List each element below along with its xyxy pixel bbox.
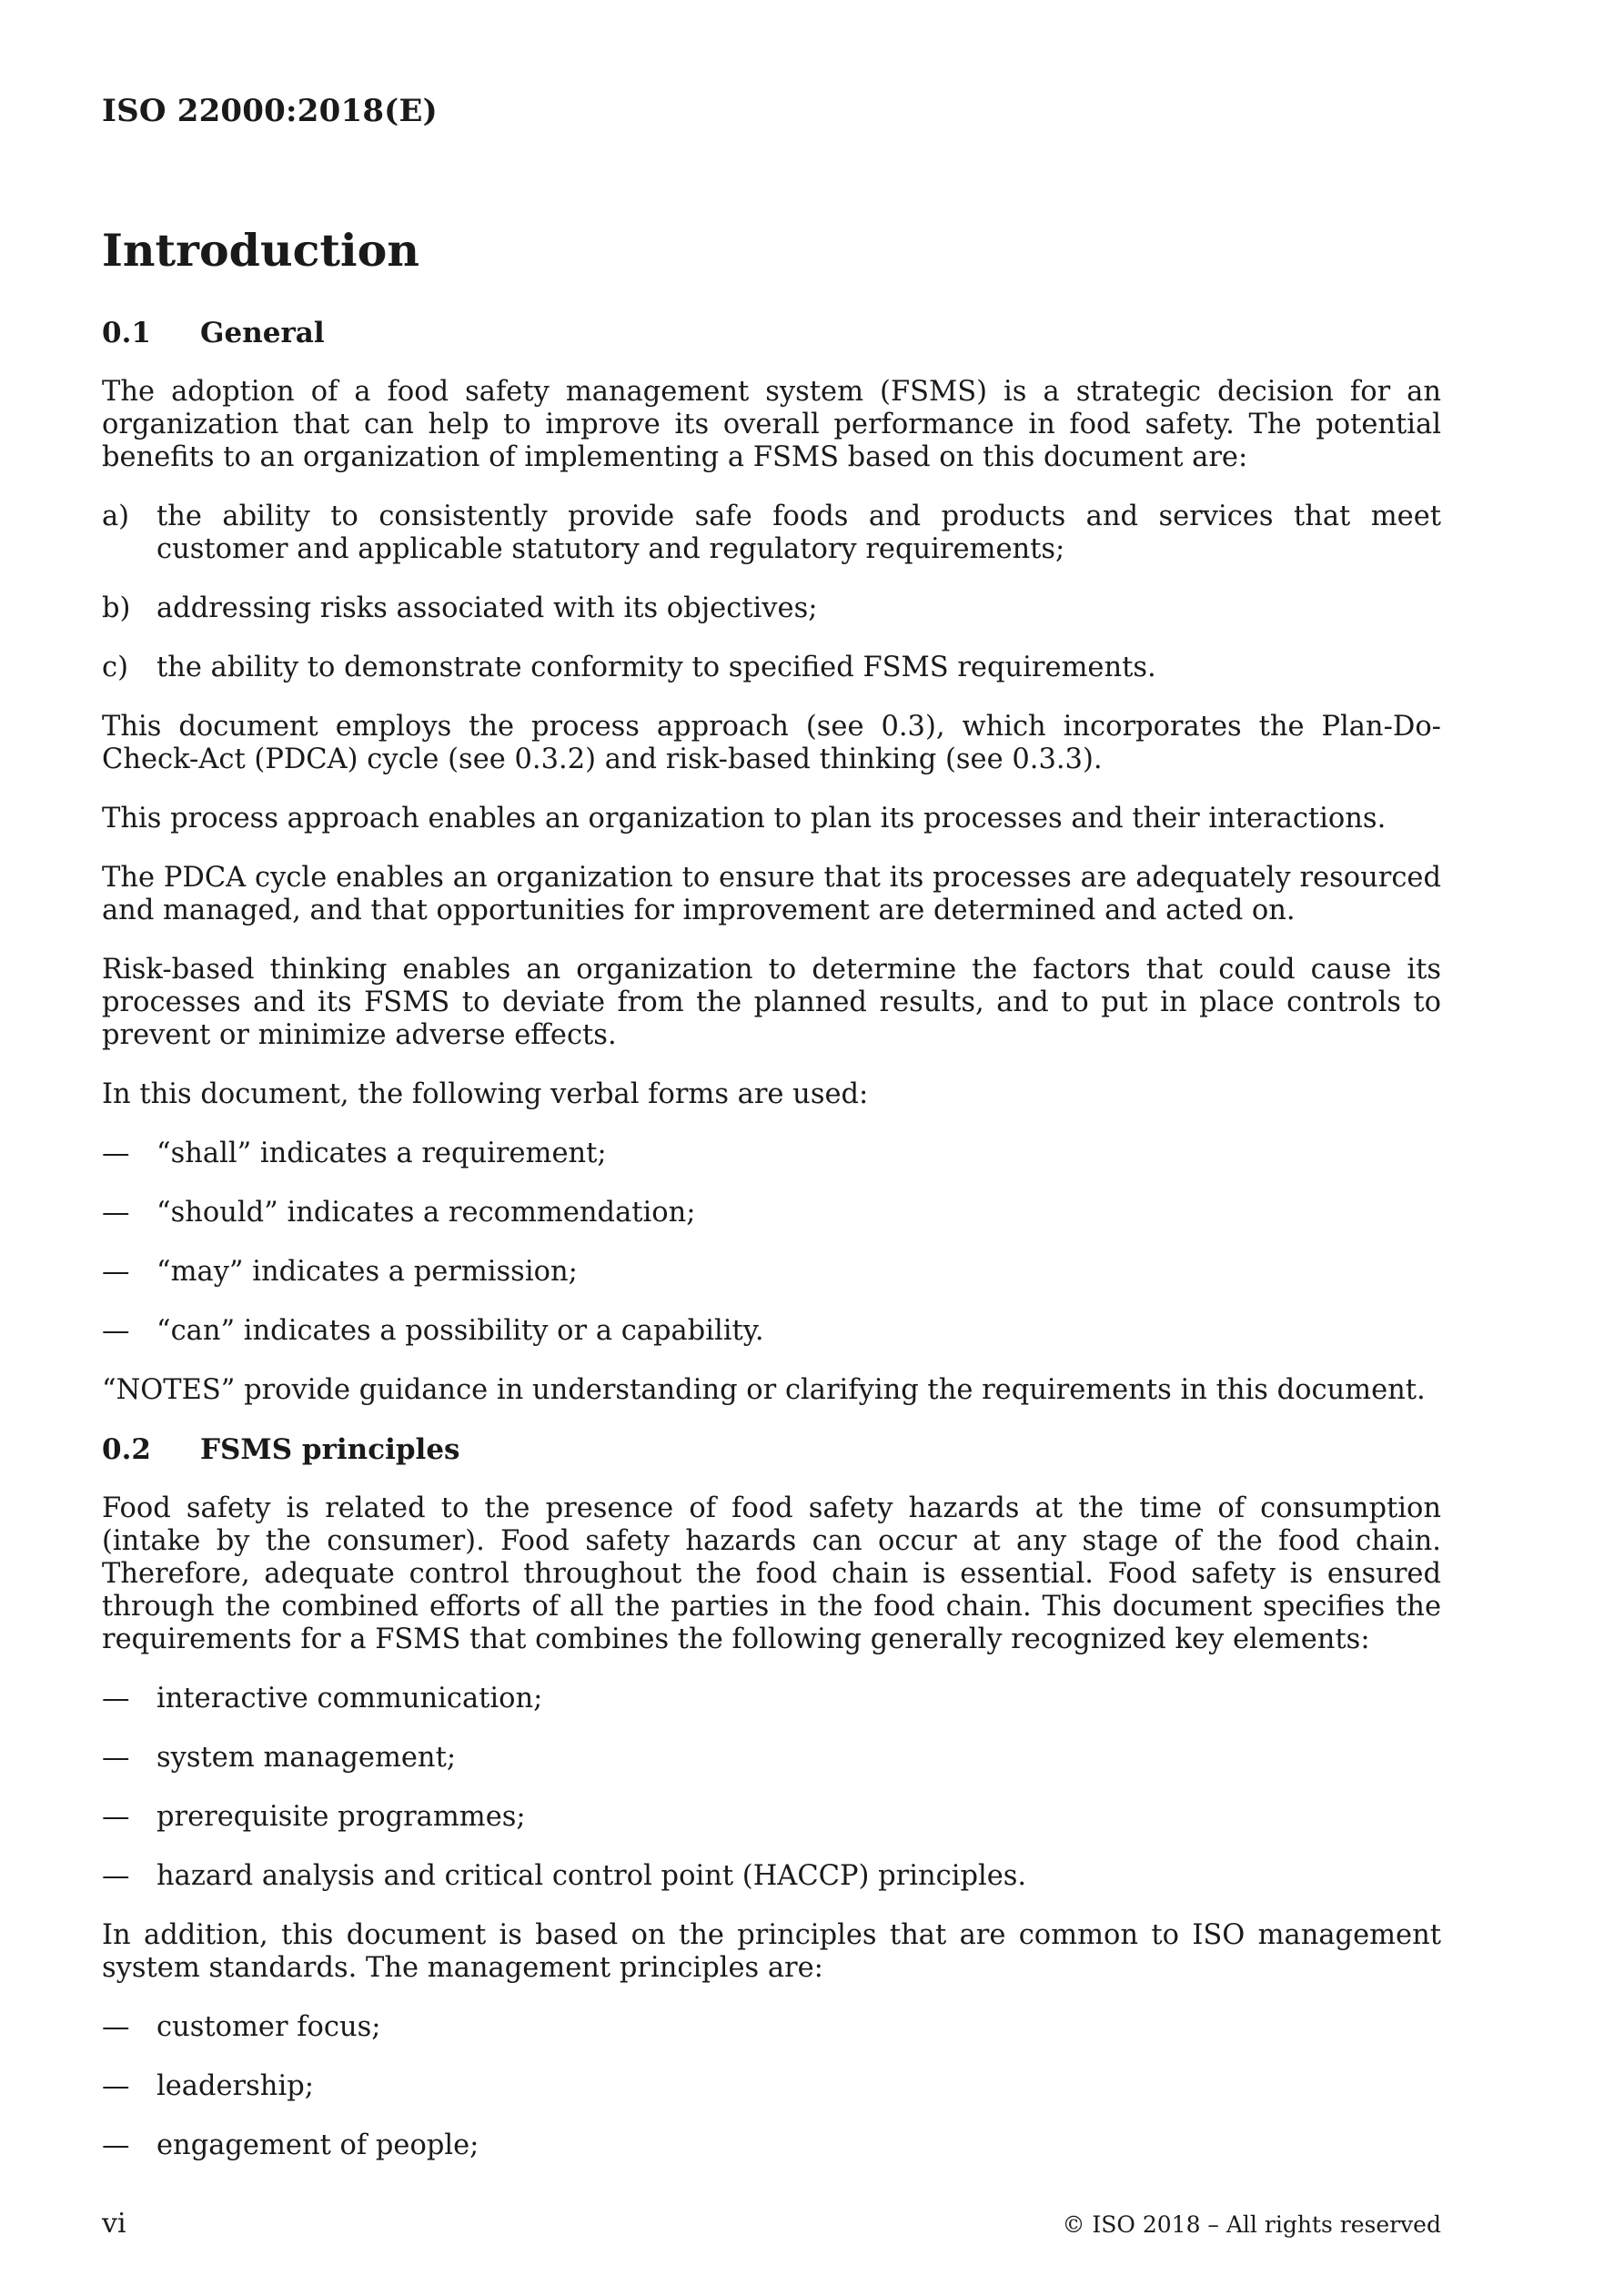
- paragraph: This process approach enables an organization to plan its processes and their interactions.: [102, 803, 1387, 834]
- list-item: [102, 1742, 1441, 1775]
- list-item: [102, 501, 1441, 566]
- section-number: 0.1: [102, 317, 151, 349]
- paragraph: “NOTES” provide guidance in understanding or clarifying the requirements in this document.: [102, 1374, 1426, 1406]
- list-item-text: engagement of people;: [156, 2129, 479, 2161]
- list-item-text: hazard analysis and critical control point (HACCP) principles.: [156, 1860, 1027, 1892]
- section-number: 0.2: [102, 1433, 151, 1466]
- paragraph: The adoption of a food safety management system (FSMS) is a strategic decision for an organization that can help to improve its overall performance in food safety. The potential benefits to an organization of implementing a FSMS based on this document are:: [102, 376, 1441, 473]
- paragraph: The PDCA cycle enables an organization to ensure that its processes are adequately resourced and managed, and that opportunities for improvement are determined and acted on.: [102, 862, 1441, 926]
- list-item-text: “can” indicates a possibility or a capability.: [156, 1315, 764, 1347]
- list-item-text: customer focus;: [156, 2011, 381, 2043]
- list-item-text: “should” indicates a recommendation;: [156, 1197, 696, 1229]
- list-item-text: “may” indicates a permission;: [156, 1256, 578, 1288]
- dash-marker: —: [102, 2129, 130, 2161]
- paragraph: Risk-based thinking enables an organization to determine the factors that could cause its processes and its FSMS to deviate from the planned results, and to put in place controls to prevent or minimize adverse effects.: [102, 954, 1441, 1051]
- paragraph: In addition, this document is based on the principles that are common to ISO management system standards. The management principles are:: [102, 1919, 1441, 1984]
- dash-marker: —: [102, 1860, 130, 1892]
- list-item-text: the ability to consistently provide safe foods and products and services that meet customer and applicable statutory and regulatory requirements;: [156, 501, 1441, 565]
- main-content: [102, 317, 1441, 2189]
- page-title: Introduction: [102, 224, 419, 277]
- list-item-text: system management;: [156, 1742, 457, 1774]
- document-id: ISO 22000:2018(E): [102, 93, 438, 129]
- list-item: [102, 592, 1441, 625]
- section-title: General: [200, 317, 325, 349]
- list-marker: a): [102, 501, 130, 532]
- page-number: vi: [102, 2208, 126, 2240]
- dash-marker: —: [102, 1256, 130, 1288]
- dash-marker: —: [102, 2011, 130, 2043]
- list-item-text: “shall” indicates a requirement;: [156, 1138, 607, 1169]
- dash-marker: —: [102, 1315, 130, 1347]
- list-marker: b): [102, 592, 131, 624]
- paragraph: In this document, the following verbal forms are used:: [102, 1078, 869, 1110]
- section-heading-0-2: [102, 1433, 1441, 1466]
- list-item: [102, 2129, 1441, 2162]
- copyright-notice: © ISO 2018 – All rights reserved: [1062, 2211, 1441, 2238]
- section-title: FSMS principles: [200, 1433, 460, 1466]
- list-item: [102, 1860, 1441, 1893]
- list-item: [102, 1683, 1441, 1715]
- list-item: [102, 1256, 1441, 1289]
- dash-marker: —: [102, 1197, 130, 1229]
- dash-marker: —: [102, 1138, 130, 1169]
- section-heading-0-1: [102, 317, 1441, 349]
- list-item: [102, 2070, 1441, 2103]
- dash-marker: —: [102, 1683, 130, 1714]
- dash-marker: —: [102, 1801, 130, 1833]
- list-item: [102, 1315, 1441, 1348]
- list-item: [102, 1801, 1441, 1834]
- list-marker: c): [102, 652, 128, 683]
- list-item-text: leadership;: [156, 2070, 314, 2102]
- list-item-text: interactive communication;: [156, 1683, 543, 1714]
- list-item: [102, 1197, 1441, 1229]
- list-item-text: the ability to demonstrate conformity to specified FSMS requirements.: [156, 652, 1156, 683]
- dash-marker: —: [102, 2070, 130, 2102]
- list-item: [102, 1138, 1441, 1170]
- dash-marker: —: [102, 1742, 130, 1774]
- paragraph: Food safety is related to the presence of food safety hazards at the time of consumption (intake by the consumer). Food safety hazards can occur at any stage of the food chain. Therefore, adequate control throughout the food chain is essential. Food safety is ensured through the combined efforts of all the parties in the food chain. This document specifies the requirements for a FSMS that combines the following generally recognized key elements:: [102, 1492, 1441, 1655]
- paragraph: This document employs the process approach (see 0.3), which incorporates the Plan-Do-Check-Act (PDCA) cycle (see 0.3.2) and risk-based thinking (see 0.3.3).: [102, 711, 1441, 775]
- list-item-text: addressing risks associated with its objectives;: [156, 592, 818, 624]
- list-item: [102, 2011, 1441, 2044]
- list-item-text: prerequisite programmes;: [156, 1801, 526, 1833]
- list-item: [102, 652, 1441, 684]
